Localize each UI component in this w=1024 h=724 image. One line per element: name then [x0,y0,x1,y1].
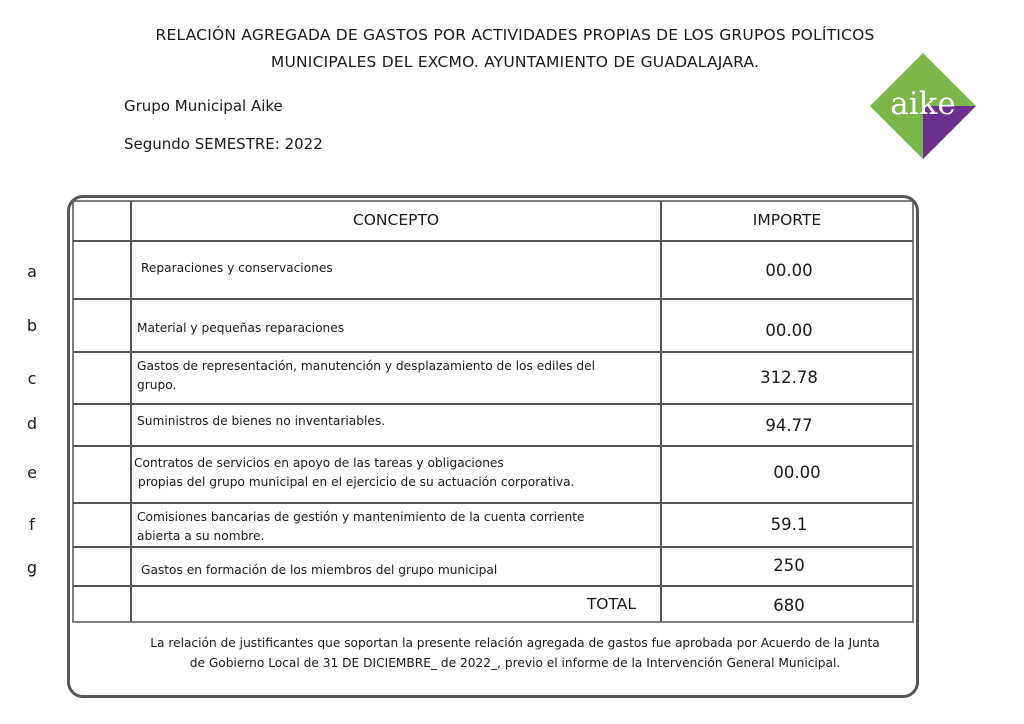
header-concept: CONCEPTO [352,211,440,229]
approval-note-line-2: de Gobierno Local de 31 DE DICIEMBRE_ de 2022_, previo el informe de la Intervención General Municipal. [189,656,841,670]
row-b-letter: b [26,316,38,335]
row-d-amount: 94.77 [765,416,813,435]
row-c-concept-line-1: Gastos de representación, manutención y desplazamiento de los ediles del [137,359,596,373]
row-g-letter: g [26,558,38,577]
row-f-concept-line-2: abierta a su nombre. [137,529,265,543]
row-d-letter: d [26,414,38,433]
row-e-amount: 00.00 [773,463,821,482]
row-e-concept-line-1: Contratos de servicios en apoyo de las tareas y obligaciones [134,456,504,470]
row-e-concept-line-2: propias del grupo municipal en el ejercicio de su actuación corporativa. [138,475,575,489]
total-amount: 680 [773,596,805,615]
row-g-concept: Gastos en formación de los miembros del grupo municipal [141,563,498,577]
row-b-concept: Material y pequeñas reparaciones [137,321,345,335]
row-f-concept [137,508,585,546]
row-c-letter: c [27,369,37,388]
row-e-letter: e [27,463,37,482]
approval-note [120,633,910,673]
row-g-amount: 250 [773,556,805,575]
title-line-2: MUNICIPALES DEL EXCMO. AYUNTAMIENTO DE GUADALAJARA. [270,53,760,71]
row-a-amount: 00.00 [765,261,813,280]
group-name: Grupo Municipal Aike [124,97,283,115]
row-f-amount: 59.1 [770,515,808,534]
row-e-concept [134,454,574,492]
row-c-concept [137,357,595,395]
row-c-amount: 312.78 [760,368,818,387]
approval-note-line-1: La relación de justificantes que soportan la presente relación agregada de gastos fue aprobada por Acuerdo de la Junta [150,636,880,650]
logo-text: aike [890,86,956,122]
row-a-concept: Reparaciones y conservaciones [141,261,333,275]
row-c-concept-line-2: grupo. [137,378,177,392]
title-line-1: RELACIÓN AGREGADA DE GASTOS POR ACTIVIDADES PROPIAS DE LOS GRUPOS POLÍTICOS [155,26,875,44]
row-d-concept: Suministros de bienes no inventariables. [137,414,386,428]
row-a-letter: a [27,262,37,281]
row-f-concept-line-1: Comisiones bancarias de gestión y mantenimiento de la cuenta corriente [137,510,585,524]
row-f-letter: f [29,515,35,534]
semester-label: Segundo SEMESTRE: 2022 [124,135,323,153]
total-label: TOTAL [586,595,636,613]
header-amount: IMPORTE [752,211,822,229]
row-b-amount: 00.00 [765,321,813,340]
